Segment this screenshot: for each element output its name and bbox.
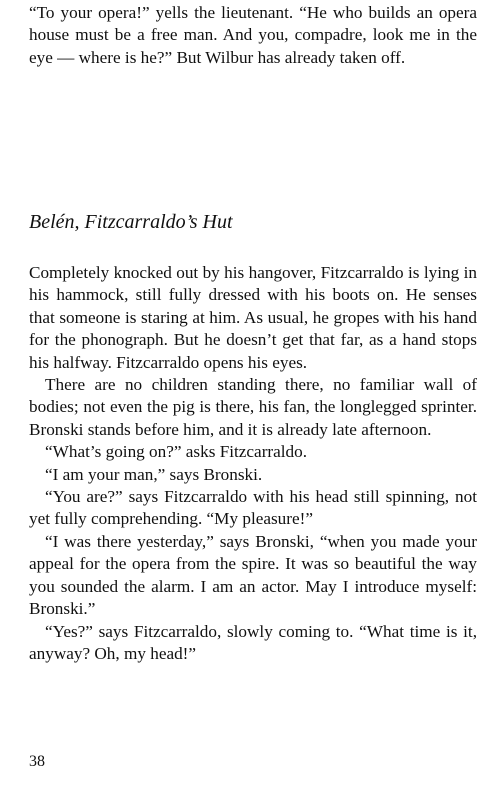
body-paragraph: “What’s going on?” asks Fitzcarraldo. xyxy=(45,442,308,462)
body-paragraph: “I was there yesterday,” says Bronski, “when you made your appeal for the opera from the spire. It was so beautiful the way you sounded the alarm. I am an actor. May I introduce myself: Bronski.” xyxy=(29,531,477,619)
body-paragraph: Completely knocked out by his hangover, Fitzcarraldo is lying in his hammock, still fully dressed with his boots on. He senses that someone is staring at him. As usual, he gropes with his hand for the phonograph. But he doesn’t get that far, as a hand stops his halfway. Fitzcarraldo opens his eyes. xyxy=(29,263,477,372)
body-paragraph: There are no children standing there, no familiar wall of bodies; not even the pig is there, his fan, the longlegged sprinter. Bronski stands before him, and it is already late afternoon. xyxy=(29,375,477,439)
opening-paragraph: “To your opera!” yells the lieutenant. “He who builds an opera house must be a free man. And you, compadre, look me in the eye — where is he?” But Wilbur has already taken off. xyxy=(29,3,477,67)
body-paragraph: “You are?” says Fitzcarraldo with his head still spinning, not yet fully comprehending. “My pleasure!” xyxy=(29,487,477,529)
body-paragraph: “Yes?” says Fitzcarraldo, slowly coming to. “What time is it, anyway? Oh, my head!” xyxy=(29,621,477,663)
body-paragraph: “I am your man,” says Bronski. xyxy=(45,464,263,484)
section-body xyxy=(29,262,477,665)
section-heading: Belén, Fitzcarraldo’s Hut xyxy=(29,211,233,233)
page-number: 38 xyxy=(29,753,45,770)
opening-paragraph-block xyxy=(29,2,477,69)
